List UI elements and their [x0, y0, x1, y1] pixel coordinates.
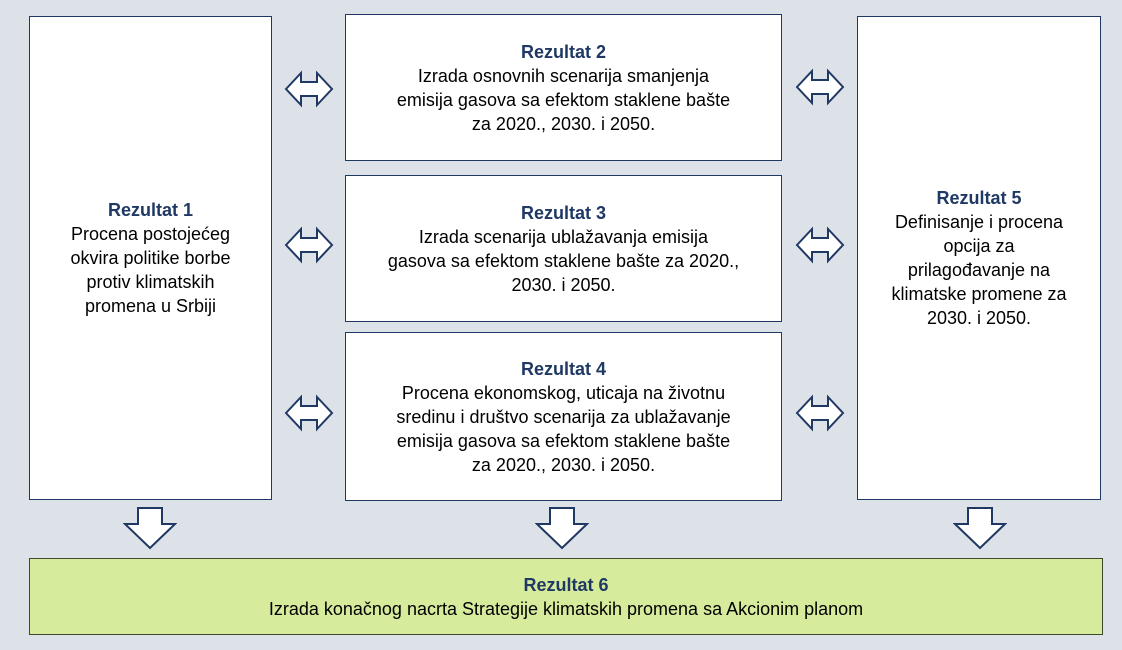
result-6-title: Rezultat 6 [523, 574, 609, 595]
down-arrow-right [953, 506, 1007, 550]
double-arrow-right-2 [795, 226, 845, 264]
result-5-box [857, 16, 1101, 500]
double-arrow-right-3 [795, 394, 845, 432]
result-6-text: Izrada konačnog nacrta Strategije klimatskih promena sa Akcionim planom [268, 598, 864, 619]
result-5-title: Rezultat 5 [936, 188, 1022, 208]
result-4-title: Rezultat 4 [520, 358, 607, 379]
result-1-text: Procena postojećeg okvira politike borbe protiv klimatskih promena u Srbiji [70, 224, 231, 316]
result-1-box [29, 16, 272, 500]
result-2-title: Rezultat 2 [520, 41, 607, 62]
double-arrow-left-1 [284, 70, 334, 108]
result-6-box [29, 558, 1103, 635]
result-5-text: Definisanje i procena opcija za prilagođavanje na klimatske promene za 2030. i 2050. [891, 212, 1067, 328]
result-4-box [345, 332, 782, 501]
result-2-box [345, 14, 782, 161]
result-3-box [345, 175, 782, 322]
result-2-text: Izrada osnovnih scenarija smanjenja emisija gasova sa efektom staklene bašte za 2020., 2030. i 2050. [396, 65, 731, 134]
result-3-title: Rezultat 3 [520, 202, 607, 223]
result-1-title: Rezultat 1 [107, 200, 194, 220]
result-3-text: Izrada scenarija ublažavanja emisija gasova sa efektom staklene bašte za 2020., 2030. i 2050. [387, 226, 740, 295]
double-arrow-left-3 [284, 394, 334, 432]
down-arrow-left [123, 506, 177, 550]
down-arrow-center [535, 506, 589, 550]
result-4-text: Procena ekonomskog, uticaja na životnu sredinu i društvo scenarija za ublažavanje emisija gasova sa efektom staklene bašte za 2020., 2030. i 2050. [396, 382, 731, 475]
double-arrow-right-1 [795, 68, 845, 106]
double-arrow-left-2 [284, 226, 334, 264]
